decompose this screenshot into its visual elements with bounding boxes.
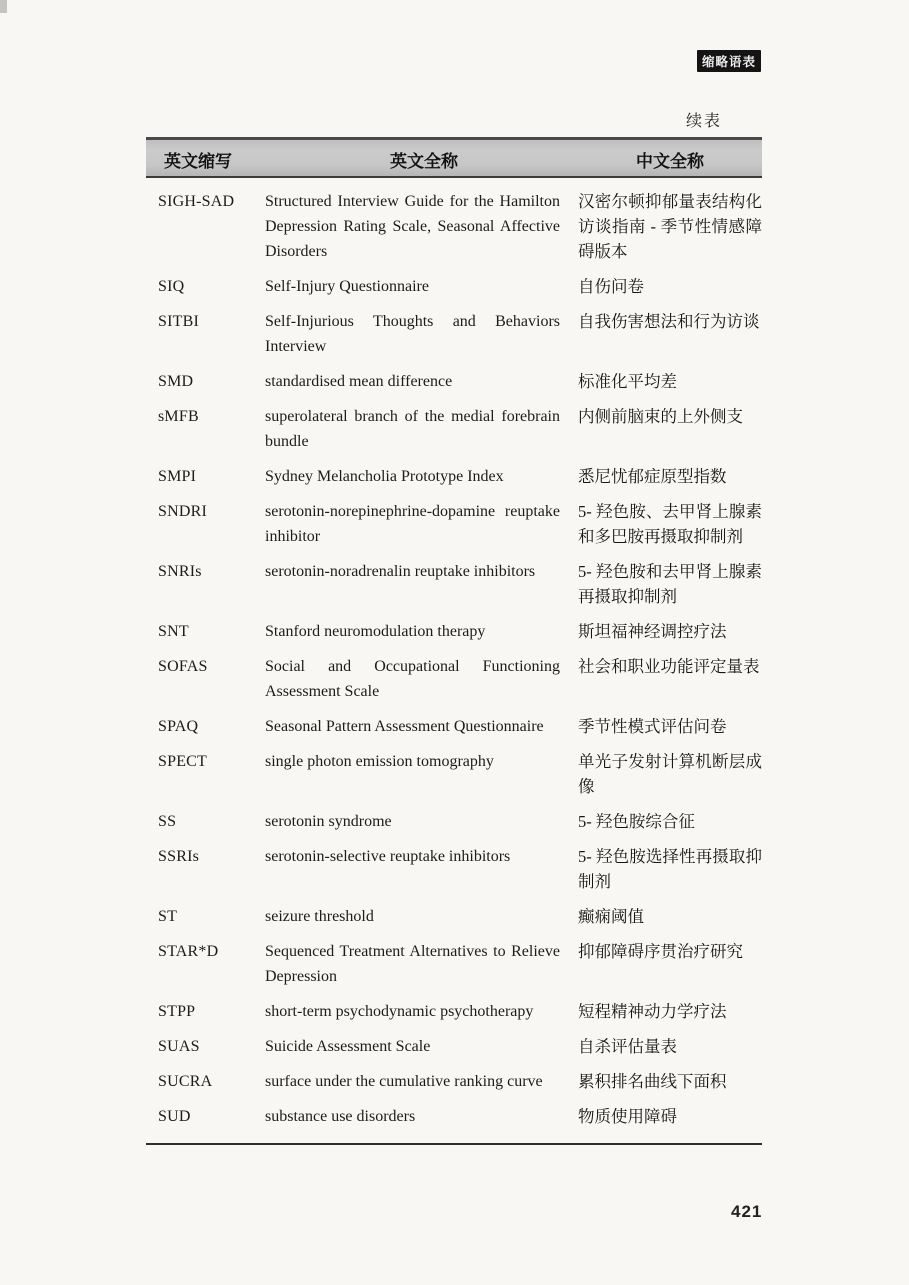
abbreviation-cell: SOFAS: [158, 658, 208, 675]
english-fullname-cell: short-term psychodynamic psychotherapy: [265, 1003, 534, 1020]
abbreviation-cell: SITBI: [158, 313, 199, 330]
chinese-fullname-cell: 物质使用障碍: [578, 1107, 677, 1126]
english-fullname-cell: substance use disorders: [265, 1108, 416, 1125]
abbreviation-cell: SMD: [158, 373, 194, 390]
chinese-fullname-cell: 短程精神动力学疗法: [578, 1002, 727, 1021]
chinese-fullname-cell: 斯坦福神经调控疗法: [578, 622, 727, 641]
chinese-fullname-cell: 5- 羟色胺综合征: [578, 812, 695, 831]
chinese-fullname-cell: 抑郁障碍序贯治疗研究: [578, 942, 743, 961]
abbreviation-cell: SPAQ: [158, 718, 199, 735]
english-fullname-cell: Structured Interview Guide for the Hamilton Depression Rating Scale, Seasonal Affective Disorders: [265, 193, 560, 260]
english-fullname-cell: Social and Occupational Functioning Assessment Scale: [265, 658, 560, 700]
english-fullname-cell: Sequenced Treatment Alternatives to Relieve Depression: [265, 943, 560, 985]
chinese-fullname-cell: 标准化平均差: [578, 372, 677, 391]
chapter-corner-badge: 缩略语表: [697, 50, 761, 72]
chinese-fullname-cell: 癫痫阈值: [578, 907, 644, 926]
chinese-fullname-cell: 5- 羟色胺、去甲肾上腺素和多巴胺再摄取抑制剂: [578, 502, 762, 546]
table-row: [146, 404, 762, 454]
table-row: [146, 309, 762, 359]
chinese-fullname-cell: 5- 羟色胺和去甲肾上腺素再摄取抑制剂: [578, 562, 762, 606]
abbreviation-cell: SNT: [158, 623, 189, 640]
chinese-fullname-cell: 自我伤害想法和行为访谈: [578, 312, 760, 331]
table-row: [146, 274, 762, 299]
table-row: [146, 1069, 762, 1094]
table-row: [146, 714, 762, 739]
header-english-fullname: 英文全称: [390, 152, 458, 171]
abbreviation-cell: SPECT: [158, 753, 208, 770]
abbreviation-cell: SMPI: [158, 468, 197, 485]
english-fullname-cell: Suicide Assessment Scale: [265, 1038, 431, 1055]
table-row: [146, 1104, 762, 1129]
abbreviation-cell: SIQ: [158, 278, 185, 295]
abbreviation-cell: SSRIs: [158, 848, 200, 865]
chinese-fullname-cell: 单光子发射计算机断层成像: [578, 752, 762, 796]
continued-table-label: 续表: [686, 113, 723, 130]
chinese-fullname-cell: 季节性模式评估问卷: [578, 717, 727, 736]
english-fullname-cell: Self-Injurious Thoughts and Behaviors Interview: [265, 313, 560, 355]
chinese-fullname-cell: 自杀评估量表: [578, 1037, 677, 1056]
scan-artifact: [0, 0, 7, 13]
table-body: [146, 178, 762, 1145]
table-row: [146, 189, 762, 264]
english-fullname-cell: Stanford neuromodulation therapy: [265, 623, 486, 640]
english-fullname-cell: standardised mean difference: [265, 373, 453, 390]
abbreviation-cell: SUAS: [158, 1038, 200, 1055]
table-row: [146, 904, 762, 929]
english-fullname-cell: serotonin syndrome: [265, 813, 392, 830]
table-row: [146, 999, 762, 1024]
abbreviation-cell: SIGH-SAD: [158, 193, 235, 210]
english-fullname-cell: serotonin-noradrenalin reuptake inhibitors: [265, 563, 536, 580]
chinese-fullname-cell: 累积排名曲线下面积: [578, 1072, 727, 1091]
table-header-row: [146, 137, 762, 178]
page-number: 421: [731, 1202, 763, 1221]
chinese-fullname-cell: 自伤问卷: [578, 277, 644, 296]
table-row: [146, 619, 762, 644]
table-row: [146, 654, 762, 704]
chinese-fullname-cell: 5- 羟色胺选择性再摄取抑制剂: [578, 847, 762, 891]
chinese-fullname-cell: 内侧前脑束的上外侧支: [578, 407, 743, 426]
abbreviation-cell: SUD: [158, 1108, 191, 1125]
abbreviation-cell: ST: [158, 908, 178, 925]
header-english-abbreviation: 英文缩写: [164, 152, 232, 171]
table-row: [146, 939, 762, 989]
abbreviation-cell: STPP: [158, 1003, 196, 1020]
table-row: [146, 464, 762, 489]
chinese-fullname-cell: 社会和职业功能评定量表: [578, 657, 760, 676]
table-row: [146, 369, 762, 394]
abbreviation-cell: SNRIs: [158, 563, 202, 580]
english-fullname-cell: serotonin-norepinephrine-dopamine reuptake inhibitor: [265, 503, 560, 545]
table-row: [146, 1034, 762, 1059]
chinese-fullname-cell: 悉尼忧郁症原型指数: [578, 467, 727, 486]
table-row: [146, 749, 762, 799]
english-fullname-cell: superolateral branch of the medial forebrain bundle: [265, 408, 560, 450]
abbreviation-cell: STAR*D: [158, 943, 219, 960]
english-fullname-cell: Seasonal Pattern Assessment Questionnaire: [265, 718, 544, 735]
table-row: [146, 844, 762, 894]
table-row: [146, 809, 762, 834]
english-fullname-cell: serotonin-selective reuptake inhibitors: [265, 848, 511, 865]
header-chinese-fullname: 中文全称: [636, 152, 704, 171]
abbreviation-cell: SS: [158, 813, 177, 830]
abbreviation-cell: SNDRI: [158, 503, 208, 520]
english-fullname-cell: surface under the cumulative ranking curve: [265, 1073, 543, 1090]
chinese-fullname-cell: 汉密尔顿抑郁量表结构化访谈指南 - 季节性情感障碍版本: [578, 192, 762, 261]
abbreviation-table: [146, 137, 762, 1145]
table-row: [146, 559, 762, 609]
english-fullname-cell: single photon emission tomography: [265, 753, 494, 770]
english-fullname-cell: Self-Injury Questionnaire: [265, 278, 429, 295]
abbreviation-cell: SUCRA: [158, 1073, 213, 1090]
table-row: [146, 499, 762, 549]
english-fullname-cell: seizure threshold: [265, 908, 374, 925]
abbreviation-cell: sMFB: [158, 408, 199, 425]
english-fullname-cell: Sydney Melancholia Prototype Index: [265, 468, 504, 485]
